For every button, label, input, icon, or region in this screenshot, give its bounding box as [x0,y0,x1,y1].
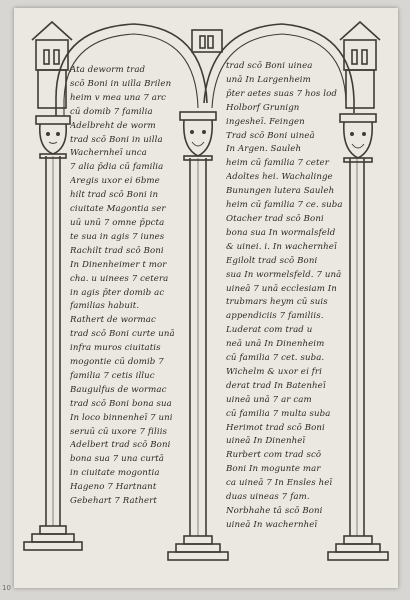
manuscript-line: Holborf Grunign [226,102,300,113]
manuscript-line: Rachilt trad scō Boni [70,245,164,256]
manuscript-line: infra muros ciuitatis [70,343,161,354]
manuscript-line: scō Boni in uilla Brilen [70,78,172,89]
right-column-shaft [350,158,364,536]
manuscript-line: heim v mea una 7 arc [70,92,167,103]
manuscript-line: Trad scō Boni uineā [226,130,315,141]
manuscript-line: trad scō Boni in uilla [70,134,163,145]
manuscript-line: unā In Largenheim [226,74,311,85]
manuscript-line: derat trad In Batenheī [226,380,326,391]
manuscript-line: familia 7 cetis illuc [70,370,155,381]
left-capital-head [36,116,70,158]
manuscript-line: Boni In mogunte mar [226,464,321,475]
manuscript-line: Egilolt trad scō Boni [226,255,318,266]
manuscript-line: cū domib 7 familia [70,106,153,117]
manuscript-line: trubmars heym cū suis [226,297,328,308]
right-text-column [226,60,350,580]
manuscript-line: duas uineas 7 fam. [226,492,310,503]
manuscript-line: uineā In wachernheī [226,519,318,530]
manuscript-line: mogontie cū domib 7 [70,357,164,368]
middle-tower [192,30,222,52]
manuscript-line: Otacher trad scō Boni [226,213,324,224]
manuscript-line: Adelbreht de worm [70,120,156,131]
manuscript-line: Ata deworm trad [70,65,146,75]
manuscript-line: bona sua In wormalsfeld [226,227,336,238]
manuscript-line: familias habuit. [70,301,140,312]
manuscript-line: Aregis uxor ei̇ 6bme [70,176,160,187]
manuscript-line: heim cū familia 7 ceter [226,158,329,169]
page-number: 10 [2,584,11,592]
manuscript-line: heim cū familia 7 ce. suba [226,200,343,211]
middle-column-shaft [190,158,206,536]
manuscript-page [14,8,398,588]
manuscript-line: in agis p̄ter domib ac [70,287,165,298]
manuscript-line: neā unā In Dinenheim [226,339,325,350]
left-tower [32,22,72,108]
manuscript-line: hilt trad scō Boni in [70,190,159,201]
manuscript-line: appendiciis 7 familiis. [226,311,324,322]
manuscript-line: Hageno 7 Hartnant [70,482,157,493]
manuscript-line: p̄ter aetes suas 7 hos lod [226,88,337,99]
manuscript-line: Luderat com trad u [226,325,313,336]
manuscript-line: 7 alia p̄dia cū familia [70,162,164,173]
manuscript-line: ingesheī. Feingen [226,116,305,127]
manuscript-line: In Argen. Sauleh [226,144,302,155]
manuscript-line: In loco binnenheī 7 uni [70,412,173,423]
manuscript-line: Gebehart 7 Rathert [70,496,157,507]
manuscript-line: uineā 7 unā ecclesiam In [226,283,337,294]
manuscript-line: Herimot trad scō Boni [226,422,325,433]
manuscript-line: seruū cū uxore 7 filiis [70,426,168,437]
manuscript-line: trad scō Boni uinea [226,61,313,71]
manuscript-line: cū familia 7 cet. suba. [226,353,325,364]
manuscript-line: Adelbert trad scō Boni [70,440,171,451]
manuscript-line: te sua in agis 7 iunes [70,231,165,242]
manuscript-line: bona sua 7 una curtā [70,454,165,465]
manuscript-line: & uinei. i. In wachernheī [226,241,337,252]
manuscript-line: Norbhahe tā scō Boni [226,506,323,516]
manuscript-line: cū familia 7 multa suba [226,408,331,419]
manuscript-line: Adoltes hei. Wachalinge [226,172,333,183]
left-text-column [70,64,190,542]
manuscript-line: uineā unā 7 ar cam [226,394,312,405]
manuscript-line: sua In wormelsfeld. 7 unā [226,269,342,280]
manuscript-line: uū unū 7 omne p̄pcta [70,217,165,228]
manuscript-line: Baugulfus de wormac [70,384,167,395]
left-column-shaft [46,156,60,526]
manuscript-line: In Dinenheimer t mor [70,259,167,270]
manuscript-line: trad scō Boni bona sua [70,398,172,409]
manuscript-line: trad scō Boni curte unā [70,329,175,340]
manuscript-line: Rathert de wormac [70,315,156,326]
manuscript-line: ciuitate Magontia ser [70,204,166,215]
manuscript-line: cha. u uinees 7 cetera [70,273,169,284]
manuscript-line: Wichelm & uxor ei̇ fri [226,366,322,377]
manuscript-line: in ciuitate mogontia [70,468,160,479]
manuscript-line: Bunungen lutera Sauleh [226,186,335,197]
manuscript-line: Wachernheī unca [70,148,147,159]
manuscript-line: Rurbert com trad scō [226,450,322,461]
manuscript-line: uineā In Dinenheī [226,436,306,447]
manuscript-line: ca uineā 7 In Ensles heī [226,478,333,489]
